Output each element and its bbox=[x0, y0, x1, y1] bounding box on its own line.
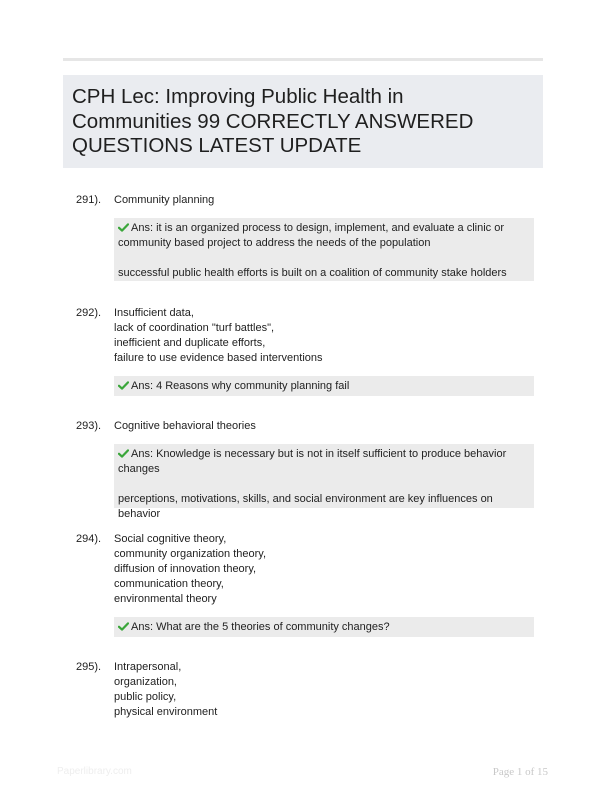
question-line: lack of coordination "turf battles", bbox=[114, 322, 275, 334]
question-line: communication theory, bbox=[114, 578, 224, 590]
page-indicator: Page 1 of 15 bbox=[492, 766, 548, 778]
answer-text: Ans: it is an organized process to design, implement, and evaluate a clinic or community based project to address the needs of the population bbox=[118, 222, 504, 249]
question-number: 294). bbox=[76, 533, 102, 545]
answer-box bbox=[114, 617, 534, 637]
question-line: diffusion of innovation theory, bbox=[114, 563, 257, 575]
answer-lead bbox=[118, 447, 530, 477]
question-line: Insufficient data, bbox=[114, 307, 194, 319]
check-icon bbox=[118, 223, 129, 232]
answer-box bbox=[114, 218, 534, 281]
question-number: 295). bbox=[76, 661, 102, 673]
question-line: inefficient and duplicate efforts, bbox=[114, 337, 266, 349]
answer-detail: perceptions, motivations, skills, and social environment are key influences on behavior bbox=[118, 493, 493, 520]
question-line: public policy, bbox=[114, 691, 177, 703]
top-divider bbox=[63, 58, 543, 61]
answer-box bbox=[114, 444, 534, 520]
answer-lead bbox=[118, 620, 530, 635]
footer-site: Paperlibrary.com bbox=[57, 766, 132, 777]
document-title: CPH Lec: Improving Public Health in Communities 99 CORRECTLY ANSWERED QUESTIONS LATEST UPDATE bbox=[72, 85, 474, 157]
check-icon bbox=[118, 622, 129, 631]
question-text bbox=[114, 532, 266, 607]
answer-lead bbox=[118, 221, 530, 251]
question-text bbox=[114, 419, 256, 434]
question-line: failure to use evidence based interventions bbox=[114, 352, 323, 364]
answer-detail: successful public health efforts is built on a coalition of community stake holders bbox=[118, 267, 507, 279]
answer-box bbox=[114, 376, 534, 396]
answer-text: Ans: 4 Reasons why community planning fail bbox=[131, 380, 350, 392]
question-number: 292). bbox=[76, 307, 102, 319]
question-number: 291). bbox=[76, 194, 102, 206]
question-line: Community planning bbox=[114, 194, 215, 206]
question-line: Social cognitive theory, bbox=[114, 533, 227, 545]
answer-text: Ans: What are the 5 theories of community changes? bbox=[131, 621, 390, 633]
question-number: 293). bbox=[76, 420, 102, 432]
question-line: Cognitive behavioral theories bbox=[114, 420, 256, 432]
question-text bbox=[114, 306, 323, 366]
check-icon bbox=[118, 381, 129, 390]
question-text bbox=[114, 660, 217, 720]
question-line: organization, bbox=[114, 676, 177, 688]
question-line: physical environment bbox=[114, 706, 218, 718]
title-banner bbox=[63, 75, 543, 168]
question-line: environmental theory bbox=[114, 593, 217, 605]
question-text bbox=[114, 193, 214, 208]
answer-text: Ans: Knowledge is necessary but is not in itself sufficient to produce behavior changes bbox=[118, 448, 507, 475]
answer-lead bbox=[118, 379, 530, 394]
check-icon bbox=[118, 449, 129, 458]
question-line: Intrapersonal, bbox=[114, 661, 182, 673]
question-line: community organization theory, bbox=[114, 548, 267, 560]
